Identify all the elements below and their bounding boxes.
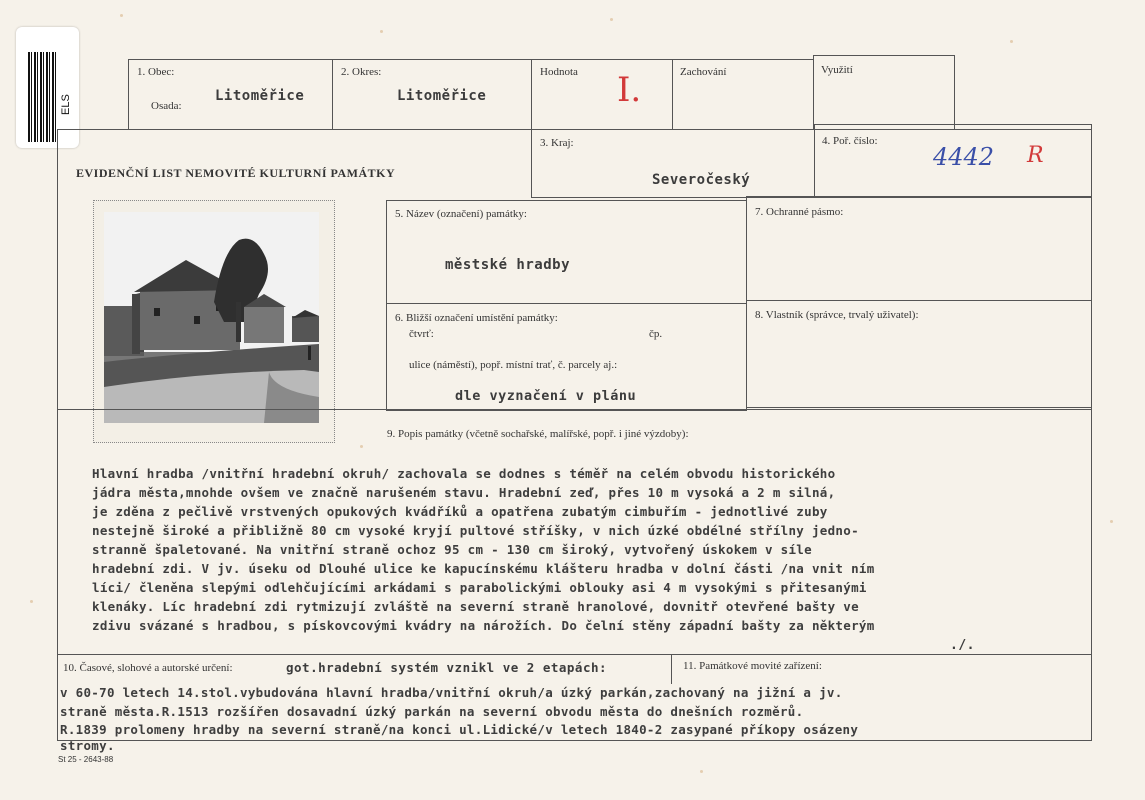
casove-label: 10. Časové, slohové a autorské určení:: [63, 662, 233, 674]
ochranne-box: [746, 196, 1092, 301]
paper-speck: [120, 14, 123, 17]
ochranne-label: 7. Ochranné pásmo:: [755, 206, 844, 218]
popis-line: nestejně široké a přibližně 80 cm vysoké kryjí pultové stříšky, v nich úzké obdélné střílny jedno-: [92, 523, 859, 538]
popis-line: klenáky. Líc hradební zdi rytmizují zvláště na severní straně hranolové, dovnitř otevřené bašty ve: [92, 599, 859, 614]
popis-line: hradební zdi. V jv. úseku od Dlouhé ulice ke kapucínskému klášteru hradba v dolní části /na vnit ním: [92, 561, 875, 576]
form-title: EVIDENČNÍ LIST NEMOVITÉ KULTURNÍ PAMÁTKY: [76, 166, 396, 180]
monument-photo: [104, 212, 319, 423]
kraj-box: [531, 129, 815, 198]
popis-line: jádra města,mnohde ovšem ve značně narušeném stavu. Hradební zeď, přes 10 m vysoká a 2 m silná,: [92, 485, 836, 500]
vyuziti-label: Využití: [821, 64, 853, 76]
paper-speck: [1010, 40, 1013, 43]
hodnota-label: Hodnota: [540, 66, 578, 78]
casove-line: stromy.: [60, 738, 115, 753]
obec-box: [128, 59, 333, 130]
nazev-value: městské hradby: [445, 257, 571, 273]
popis-line: zdivu svázané s hradbou, s pískovcovými kvádry na nárožích. Do čelní stěny západní bašty za některým: [92, 618, 875, 633]
hodnota-value: I.: [617, 70, 642, 110]
okres-label: 2. Okres:: [341, 66, 382, 78]
blizsi-box: [386, 303, 747, 411]
footer-code: St 25 - 2643-88: [58, 755, 114, 764]
casove-line: R.1839 prolomeny hradby na severní straně/na konci ul.Lidické/v letech 1840-2 zasypané příkopy osázeny: [60, 722, 859, 737]
nazev-box: [386, 200, 747, 304]
casove-line: v 60-70 letech 14.stol.vybudována hlavní hradba/vnitřní okruh/a úzký parkán,zachovaný na jižní a jv.: [60, 685, 843, 700]
popis-continued: ./.: [950, 638, 975, 653]
por-cislo-box: [814, 124, 1092, 198]
divider: [671, 654, 672, 684]
paper-speck: [700, 770, 703, 773]
paper-speck: [610, 18, 613, 21]
vyuziti-box: [813, 55, 955, 130]
hodnota-box: [531, 59, 673, 130]
okres-box: [332, 59, 532, 130]
popis-line: líci/ členěna slepými odlehčujícími arkádami s parabolickými oblouky asi 4 m vysokými s přitesanými: [92, 580, 867, 595]
popis-line: Hlavní hradba /vnitřní hradební okruh/ zachovala se dodnes s téměř na celém obvodu historického: [92, 466, 836, 481]
pamatkove-label: 11. Památkové movité zařízení:: [683, 660, 822, 672]
ctvrt-label: čtvrť:: [409, 328, 434, 340]
osada-label: Osada:: [151, 100, 182, 112]
vlastnik-box: [746, 300, 1092, 408]
barcode-icon: [28, 52, 58, 142]
obec-value: Litoměřice: [215, 88, 305, 104]
tag-text: ELS: [60, 94, 72, 115]
casove-line: straně města.R.1513 rozšířen dosavadní úzký parkán na severní obvodu města do dnešních rozměrů.: [60, 704, 804, 719]
ulice-value: dle vyznačení v plánu: [455, 388, 637, 404]
popis-label: 9. Popis památky (včetně sochařské, malířské, popř. i jiné výzdoby):: [387, 428, 689, 440]
obec-label: 1. Obec:: [137, 66, 175, 78]
okres-value: Litoměřice: [397, 88, 487, 104]
popis-line: stranně špaletované. Na vnitřní straně ochoz 95 cm - 130 cm široký, vytvořený úskokem v síle: [92, 542, 812, 557]
por-cislo-label: 4. Poř. číslo:: [822, 135, 878, 147]
vlastnik-label: 8. Vlastník (správce, trvalý uživatel):: [755, 309, 919, 321]
zachovani-label: Zachování: [680, 66, 727, 78]
paper-speck: [30, 600, 33, 603]
por-cislo-value: 4442: [933, 143, 995, 171]
blizsi-label: 6. Bližší označení umístění památky:: [395, 312, 558, 324]
cp-label: čp.: [649, 328, 663, 340]
por-cislo-mark: R: [1027, 143, 1044, 168]
kraj-label: 3. Kraj:: [540, 137, 574, 149]
kraj-value: Severočeský: [652, 172, 751, 188]
paper-speck: [380, 30, 383, 33]
nazev-label: 5. Název (označení) památky:: [395, 208, 527, 220]
ulice-label: ulice (náměstí), popř. místní trať, č. parcely aj.:: [409, 359, 618, 371]
zachovani-box: [672, 59, 814, 130]
bastion-photo-icon: [104, 212, 319, 423]
paper-speck: [1110, 520, 1113, 523]
casove-first: got.hradební systém vznikl ve 2 etapách:: [286, 660, 608, 675]
popis-line: je zděna z pečlivě vrstvených opukových kvádříků a opatřena zubatým cimbuřím - jednotlivé zuby: [92, 504, 828, 519]
